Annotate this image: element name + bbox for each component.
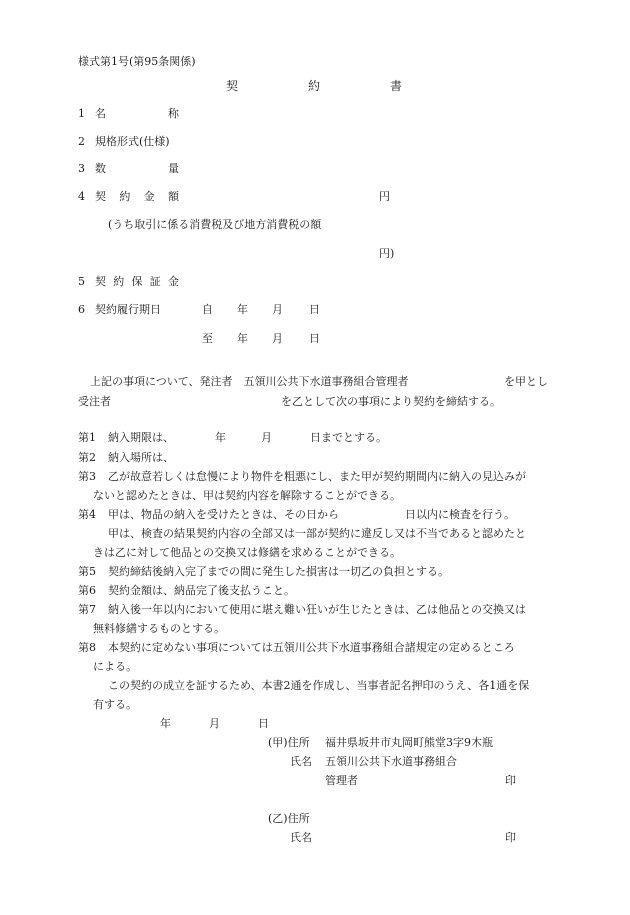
party-b-name-label: 氏名 <box>290 831 312 844</box>
item-number: 6 <box>78 303 85 316</box>
label-char: 保 <box>131 275 143 288</box>
clause-year: 年 <box>215 431 226 444</box>
item-number: 3 <box>78 162 85 175</box>
item-number: 5 <box>78 275 85 288</box>
date-day: 日 <box>258 717 269 730</box>
clause-text: 納入後一年以内において使用に堪え難い狂いが生じたときは、乙は他品との交換又は <box>108 603 526 616</box>
label-char: 額 <box>167 190 179 203</box>
period-from-marker: 自 <box>202 303 213 316</box>
label-char: 名 <box>95 107 106 120</box>
date-month: 月 <box>209 717 220 730</box>
closing-text: 有する。 <box>93 698 137 711</box>
clause-number: 第1 <box>78 431 96 444</box>
title-char: 契 <box>226 79 239 93</box>
clause-number: 第8 <box>78 641 96 654</box>
item-amount-label <box>95 191 179 202</box>
clause-number: 第6 <box>78 584 96 597</box>
clause-text: 契約締結後納入完了までの間に発生した損害は一切乙の負担とする。 <box>108 565 449 578</box>
item-period-label: 契約履行期日 <box>95 303 161 316</box>
date-year: 年 <box>160 717 171 730</box>
clause-text: 日までとする。 <box>310 431 387 444</box>
item-number: 1 <box>78 107 85 120</box>
intro-line1: 上記の事項について、発注者 五領川公共下水道事務組合管理者 <box>90 375 409 388</box>
clause-number: 第3 <box>78 470 96 483</box>
clause-text: きは乙に対して他品との交換又は修繕を求めることができる。 <box>93 546 401 559</box>
label-char: 数 <box>95 162 106 175</box>
clause-number: 第4 <box>78 508 96 521</box>
item-quantity-label <box>95 163 179 174</box>
period-to-day: 日 <box>309 332 320 345</box>
clause-text: 乙が故意若しくは怠慢により物件を粗悪にし、また甲が契約期間内に納入の見込みが <box>108 470 526 483</box>
period-to-marker: 至 <box>202 332 213 345</box>
clause-text: 甲は、検査の結果契約内容の全部又は一部が契約に違反し又は不当であると認めたと <box>108 527 526 540</box>
label-char: 約 <box>113 275 125 288</box>
party-a-role: 管理者 <box>325 774 358 787</box>
clause-text: ないと認めたときは、甲は契約内容を解除することができる。 <box>93 489 401 502</box>
clause-text: 日以内に検査を行う。 <box>405 508 515 521</box>
period-from-month: 月 <box>272 303 283 316</box>
label-char: 称 <box>168 107 179 120</box>
item-number: 2 <box>78 135 85 148</box>
clause-text: による。 <box>93 660 137 673</box>
period-to-month: 月 <box>272 332 283 345</box>
clause-text: 納入期限は、 <box>108 431 174 444</box>
party-a-name-label: 氏名 <box>290 755 312 768</box>
intro-line1-end: を甲とし <box>504 375 548 388</box>
item-deposit-label <box>95 276 179 287</box>
clause-number: 第5 <box>78 565 96 578</box>
clause-text: 契約金額は、納品完了後支払うこと。 <box>108 584 295 597</box>
clause-number: 第2 <box>78 451 96 464</box>
label-char: 契 <box>95 275 106 288</box>
party-a-seal: 印 <box>505 774 516 787</box>
item-name-label <box>95 108 179 119</box>
party-a-address: 福井県坂井市丸岡町熊堂3字9木瓶 <box>325 736 493 749</box>
form-number-label: 様式第1号(第95条関係) <box>78 55 196 68</box>
party-a-name: 五領川公共下水道事務組合 <box>325 755 457 768</box>
clause-number: 第7 <box>78 603 96 616</box>
document-title <box>226 80 402 92</box>
item-spec-label: 規格形式(仕様) <box>95 135 170 148</box>
title-char: 約 <box>307 79 320 93</box>
title-char: 書 <box>389 79 402 93</box>
clause-text: 甲は、物品の納入を受けたときは、その日から <box>108 508 339 521</box>
party-a-address-label: (甲)住所 <box>268 736 310 749</box>
period-from-year: 年 <box>237 303 248 316</box>
party-b-seal: 印 <box>505 831 516 844</box>
party-b-address-label: (乙)住所 <box>268 812 310 825</box>
label-char: 証 <box>149 275 161 288</box>
label-char: 約 <box>119 190 131 203</box>
period-to-year: 年 <box>237 332 248 345</box>
closing-text: この契約の成立を証するため、本書2通を作成し、当事者記名押印のうえ、各1通を保 <box>108 679 530 692</box>
clause-text: 本契約に定めない事項については五領川公共下水道事務組合諸規定の定めるところ <box>108 641 515 654</box>
tax-yen-close: 円) <box>379 247 395 260</box>
tax-note: (うち取引に係る消費税及び地方消費税の額 <box>108 218 322 231</box>
clause-month: 月 <box>261 431 272 444</box>
label-char: 量 <box>168 162 179 175</box>
clause-text: 無料修繕するものとする。 <box>93 622 225 635</box>
item-number: 4 <box>78 190 85 203</box>
label-char: 金 <box>168 275 179 288</box>
intro-line2: を乙として次の事項により契約を締結する。 <box>281 395 501 408</box>
label-char: 金 <box>143 190 155 203</box>
label-char: 契 <box>95 190 106 203</box>
yen-unit: 円 <box>379 190 390 203</box>
intro-line2-label: 受注者 <box>78 395 111 408</box>
period-from-day: 日 <box>309 303 320 316</box>
clause-text: 納入場所は、 <box>108 451 174 464</box>
